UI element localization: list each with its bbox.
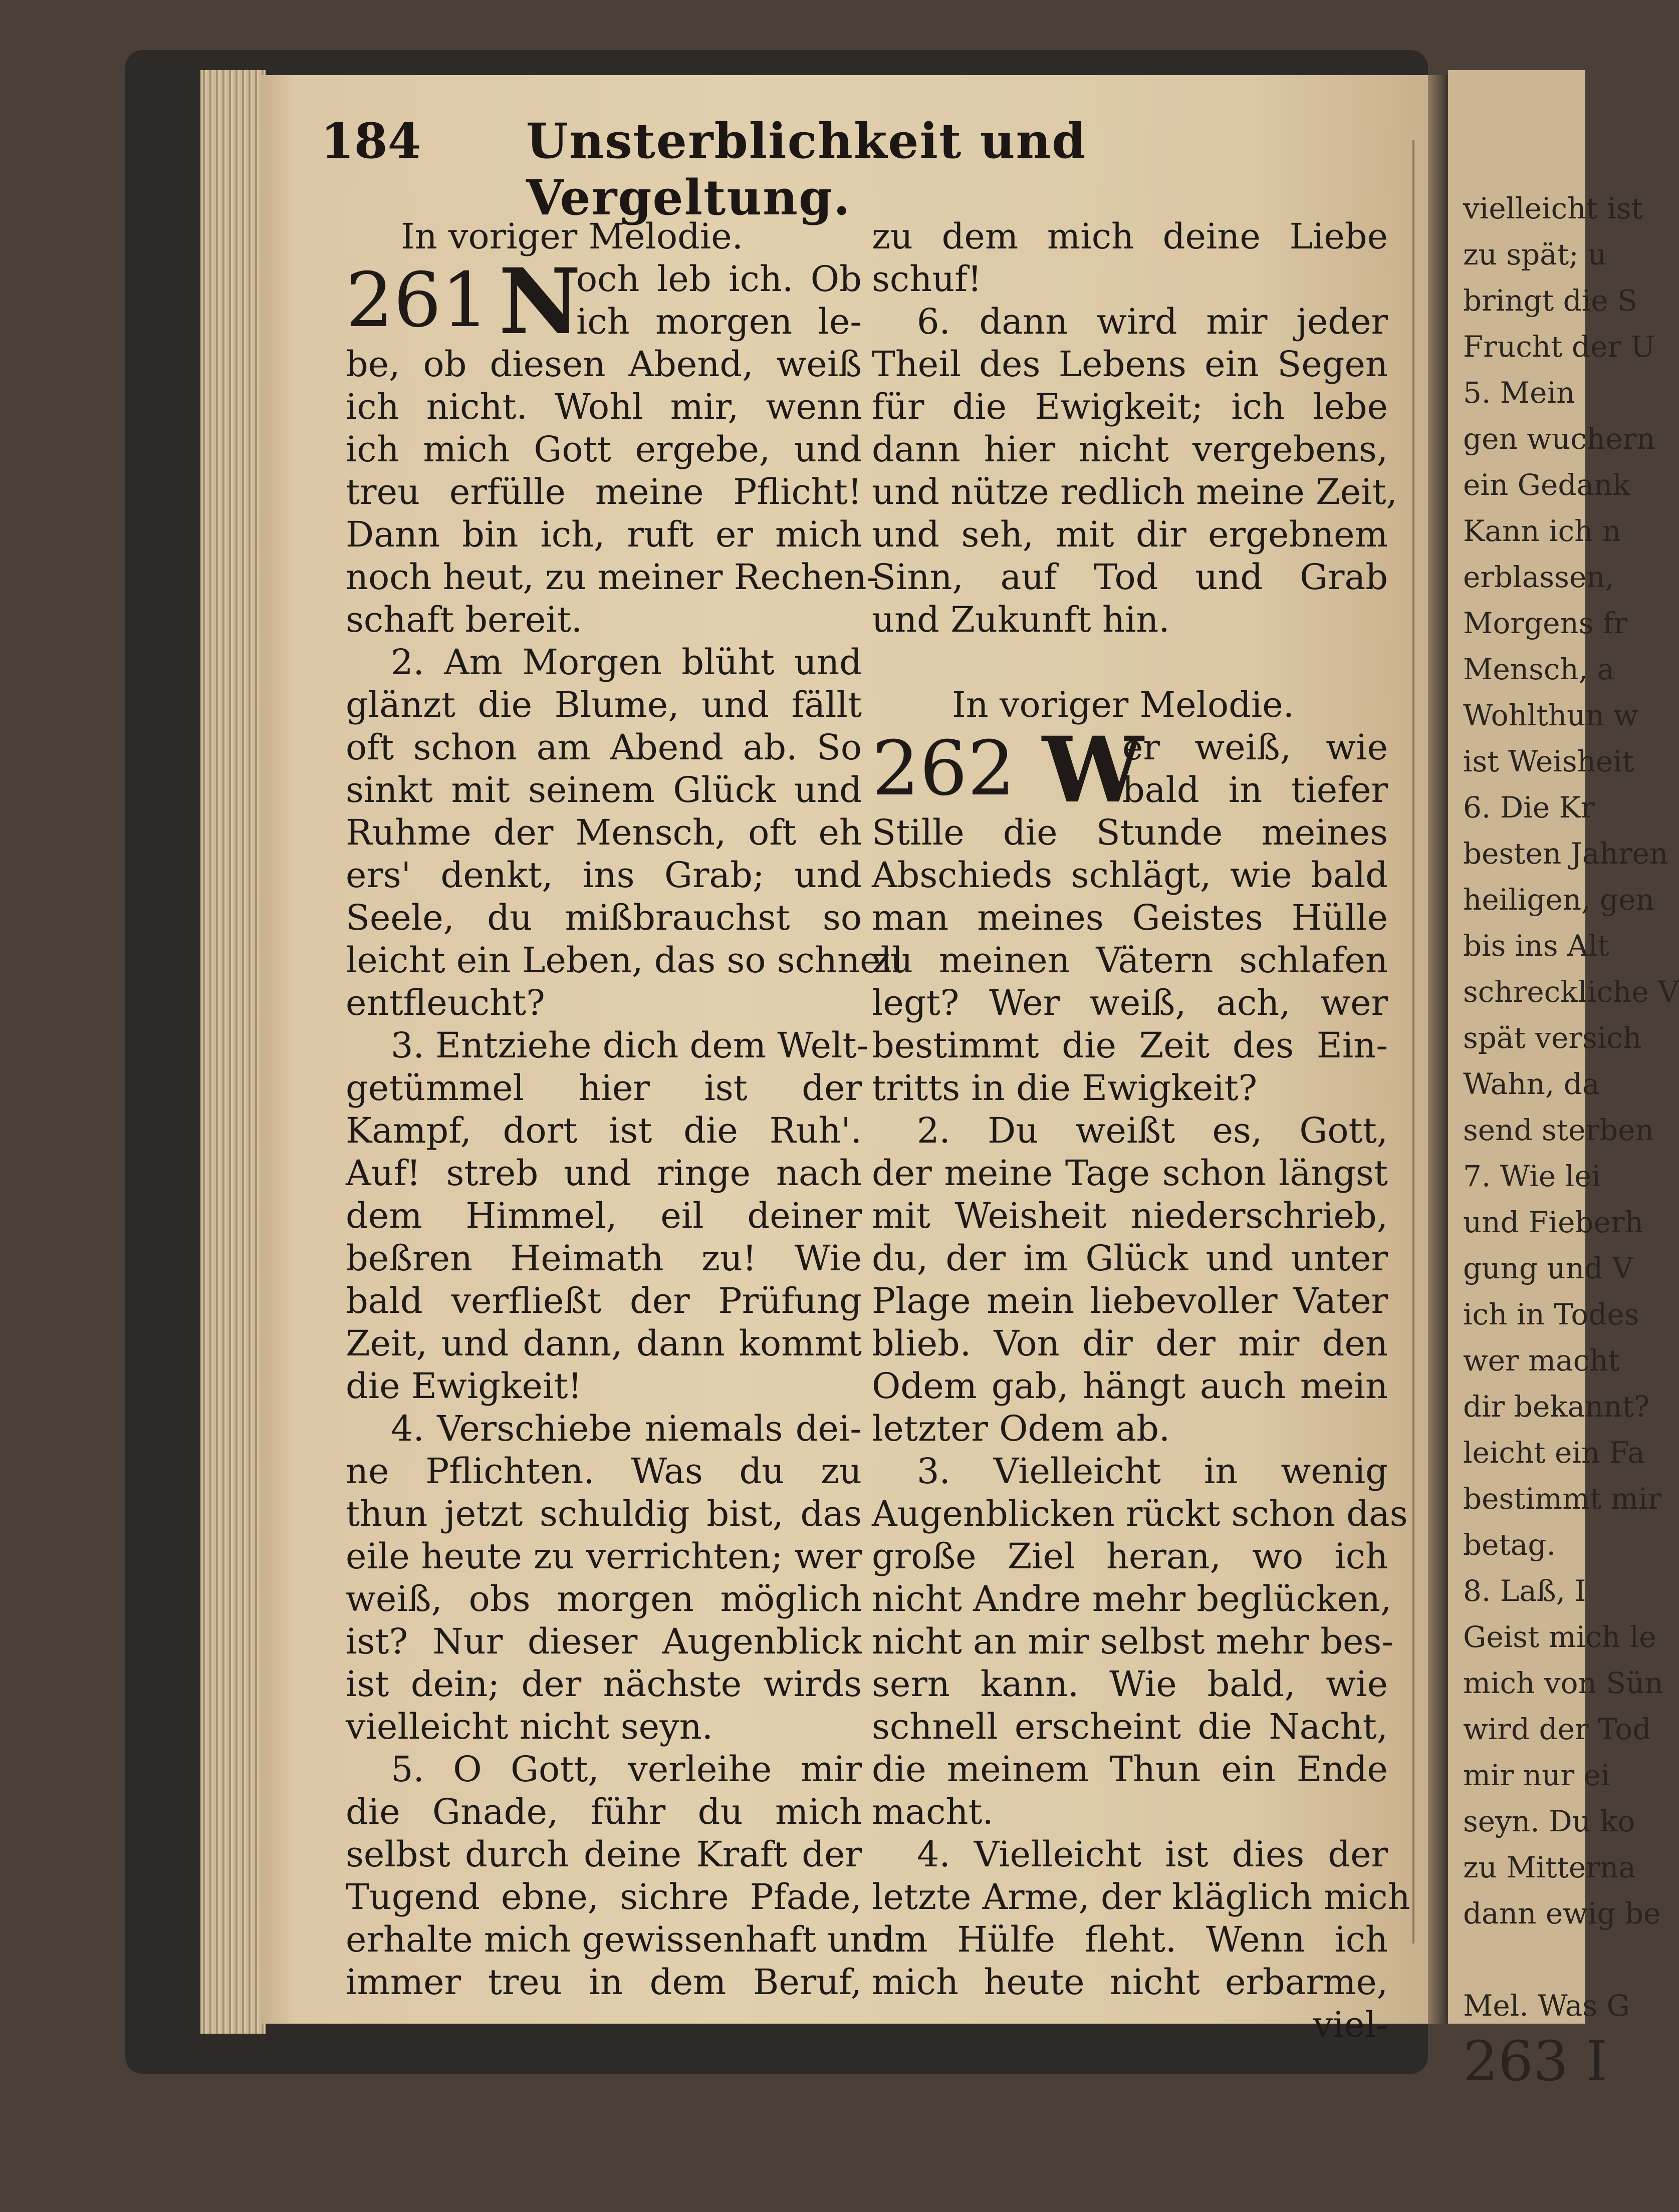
- left-column: [346, 215, 903, 2039]
- text-line: ich nicht. Wohl mir, wenn: [346, 386, 862, 427]
- text-line: vielleicht nicht seyn.: [346, 1706, 713, 1747]
- column-rule: [1412, 140, 1414, 1944]
- next-page-line: ein Gedank: [1463, 468, 1630, 502]
- next-page-line: ist Weisheit: [1463, 744, 1634, 778]
- next-page-text: [1463, 185, 1679, 2094]
- next-page-line: send sterben: [1463, 1113, 1654, 1147]
- next-page-line: 263 I: [1463, 2029, 1608, 2093]
- text-line: zu meinen Vätern schlafen: [872, 940, 1388, 981]
- text-line: du, der im Glück und unter: [872, 1238, 1388, 1279]
- next-page-line: Mensch, a: [1463, 652, 1615, 686]
- text-line: Sinn, auf Tod und Grab: [872, 557, 1388, 598]
- text-line: für die Ewigkeit; ich lebe: [872, 386, 1388, 427]
- next-page-line: Geist mich le: [1463, 1620, 1656, 1654]
- next-page-line: Kann ich n: [1463, 514, 1621, 548]
- text-line: und seh, mit dir ergebnem: [872, 514, 1388, 555]
- text-line: Seele, du mißbrauchst so: [346, 897, 862, 938]
- page-edges: [200, 70, 266, 2034]
- text-line: glänzt die Blume, und fällt: [346, 684, 862, 725]
- next-page-line: schreckliche V: [1463, 975, 1679, 1009]
- next-page-line: 8. Laß, I: [1463, 1574, 1586, 1608]
- text-line: 4. Verschiebe niemals dei-: [391, 1408, 862, 1449]
- next-page-line: mich von Sün: [1463, 1666, 1663, 1700]
- text-line: nicht an mir selbst mehr bes-: [872, 1621, 1393, 1662]
- text-line: treu erfülle meine Pflicht!: [346, 471, 862, 512]
- text-line: getümmel hier ist der: [346, 1067, 862, 1109]
- text-line: und nütze redlich meine Zeit,: [872, 471, 1397, 512]
- text-line: letzte Arme, der kläglich mich: [872, 1876, 1410, 1917]
- next-page-line: betag.: [1463, 1528, 1556, 1562]
- melody-note: In voriger Melodie.: [401, 216, 743, 257]
- text-line: eile heute zu verrichten; wer: [346, 1536, 862, 1577]
- text-line: Abschieds schlägt, wie bald: [872, 855, 1388, 896]
- text-line: Dann bin ich, ruft er mich: [346, 514, 862, 555]
- text-line: ich morgen le-: [576, 301, 862, 342]
- text-line: entfleucht?: [346, 982, 545, 1023]
- next-page-line: seyn. Du ko: [1463, 1804, 1635, 1838]
- text-line: die Gnade, führ du mich: [346, 1791, 862, 1832]
- next-page-line: dir bekannt?: [1463, 1390, 1650, 1424]
- drop-cap-initial: W: [1042, 717, 1144, 823]
- next-page-line: Wohlthun w: [1463, 698, 1638, 732]
- next-page-line: [1463, 1937, 1583, 1983]
- text-line: mit Weisheit niederschrieb,: [872, 1195, 1388, 1236]
- text-line: Plage mein liebevoller Vater: [872, 1280, 1388, 1321]
- text-line: ist dein; der nächste wirds: [346, 1664, 862, 1705]
- hymn-number: 262: [872, 725, 1016, 812]
- text-line: bald verfließt der Prüfung: [346, 1280, 862, 1321]
- text-line: schnell erscheint die Nacht,: [872, 1706, 1388, 1747]
- next-page-line: gen wuchern: [1463, 422, 1655, 456]
- text-line: Stille die Stunde meines: [872, 812, 1388, 853]
- text-line: mich heute nicht erbarme,: [872, 1962, 1388, 2003]
- text-line: erhalte mich gewissenhaft und: [346, 1919, 895, 1960]
- next-page-line: Mel. Was G: [1463, 1989, 1630, 2023]
- text-line: legt? Wer weiß, ach, wer: [872, 982, 1388, 1023]
- melody-note: In voriger Melodie.: [952, 684, 1294, 725]
- text-line: Tugend ebne, sichre Pfade,: [346, 1876, 862, 1917]
- text-line: selbst durch deine Kraft der: [346, 1834, 862, 1875]
- hymn-262-heading: [872, 717, 1388, 823]
- text-line: ne Pflichten. Was du zu: [346, 1451, 862, 1492]
- text-line: um Hülfe fleht. Wenn ich: [872, 1919, 1388, 1960]
- text-line: dem Himmel, eil deiner: [346, 1195, 862, 1236]
- next-page-line: ich in Todes: [1463, 1297, 1639, 1331]
- text-line: bald in tiefer: [1122, 769, 1388, 810]
- text-line: Zeit, und dann, dann kommt: [346, 1323, 862, 1364]
- text-line: zu dem mich deine Liebe: [872, 216, 1388, 257]
- text-line: Theil des Lebens ein Segen: [872, 344, 1388, 385]
- text-line: beßren Heimath zu! Wie: [346, 1238, 862, 1279]
- text-line: 5. O Gott, verleihe mir: [391, 1749, 862, 1790]
- next-page-line: bestimmt mir: [1463, 1482, 1662, 1516]
- next-page-line: Wahn, da: [1463, 1067, 1600, 1101]
- next-page-line: vielleicht ist: [1463, 191, 1643, 225]
- spacer: [872, 641, 1388, 684]
- text-line: ich mich Gott ergebe, und: [346, 429, 862, 470]
- text-line: dann hier nicht vergebens,: [872, 429, 1388, 470]
- next-page-line: 6. Die Kr: [1463, 790, 1595, 824]
- text-line: Auf! streb und ringe nach: [346, 1153, 862, 1194]
- next-page-line: Morgens fr: [1463, 606, 1628, 640]
- next-page-line: Frucht der U: [1463, 330, 1655, 364]
- next-page-line: 5. Mein: [1463, 376, 1575, 410]
- text-line: Ruhme der Mensch, oft eh: [346, 812, 862, 853]
- catchword: viel-: [1313, 2004, 1388, 2045]
- running-title: Unsterblichkeit und Vergeltung.: [526, 113, 1087, 226]
- text-line: ist? Nur dieser Augenblick: [346, 1621, 862, 1662]
- text-line: oft schon am Abend ab. So: [346, 727, 862, 768]
- text-line: die Ewigkeit!: [346, 1365, 582, 1407]
- text-line: große Ziel heran, wo ich: [872, 1536, 1388, 1577]
- text-line: sinkt mit seinem Glück und: [346, 769, 862, 810]
- text-line: die meinem Thun ein Ende: [872, 1749, 1388, 1790]
- next-page-line: heiligen, gen: [1463, 883, 1654, 917]
- text-line: leicht ein Leben, das so schnell: [346, 940, 903, 981]
- text-line: tritts in die Ewigkeit?: [872, 1067, 1258, 1109]
- right-column: [872, 215, 1410, 2045]
- text-line: sern kann. Wie bald, wie: [872, 1664, 1388, 1705]
- hymn-261-heading: [346, 249, 862, 355]
- book-gutter: [1428, 75, 1448, 2024]
- next-page-line: bis ins Alt: [1463, 929, 1609, 963]
- text-line: nicht Andre mehr beglücken,: [872, 1578, 1392, 1619]
- text-line: 2. Du weißt es, Gott,: [917, 1110, 1388, 1151]
- next-page-line: zu Mitterna: [1463, 1850, 1636, 1884]
- text-line: der meine Tage schon längst: [872, 1153, 1388, 1194]
- text-line: blieb. Von dir der mir den: [872, 1323, 1388, 1364]
- text-line: ers' denkt, ins Grab; und: [346, 855, 862, 896]
- text-line: macht.: [872, 1791, 994, 1832]
- next-page-line: dann ewig be: [1463, 1896, 1661, 1930]
- drop-cap-initial: N: [499, 249, 581, 355]
- text-line: 2. Am Morgen blüht und: [391, 642, 862, 683]
- text-line: weiß, obs morgen möglich: [346, 1578, 862, 1619]
- text-line: immer treu in dem Beruf,: [346, 1962, 862, 2003]
- next-page-line: wer macht: [1463, 1343, 1620, 1377]
- text-line: Odem gab, hängt auch mein: [872, 1365, 1388, 1407]
- next-page-line: leicht ein Fa: [1463, 1436, 1645, 1470]
- next-page-line: mir nur ei: [1463, 1758, 1610, 1792]
- text-line: und Zukunft hin.: [872, 599, 1170, 640]
- text-line: och leb ich. Ob: [576, 258, 862, 300]
- text-line: thun jetzt schuldig bist, das: [346, 1493, 862, 1534]
- next-page-line: gung und V: [1463, 1251, 1633, 1285]
- next-page-line: 7. Wie lei: [1463, 1159, 1601, 1193]
- next-page-line: besten Jahren: [1463, 837, 1668, 871]
- next-page-edge: [1448, 70, 1679, 2093]
- text-line: noch heut, zu meiner Rechen-: [346, 557, 879, 598]
- text-line: schuf!: [872, 258, 982, 300]
- text-line: 3. Vielleicht in wenig: [917, 1451, 1388, 1492]
- next-page-line: wird der Tod: [1463, 1712, 1651, 1746]
- text-line: bestimmt die Zeit des Ein-: [872, 1025, 1388, 1066]
- hymn-number: 261: [346, 257, 490, 344]
- page-header: [321, 113, 1172, 226]
- text-line: Augenblicken rückt schon das: [872, 1493, 1408, 1534]
- next-page-line: und Fieberh: [1463, 1205, 1643, 1239]
- text-line: 4. Vielleicht ist dies der: [917, 1834, 1388, 1875]
- text-line: Kampf, dort ist die Ruh'.: [346, 1110, 862, 1151]
- text-line: be, ob diesen Abend, weiß: [346, 344, 862, 385]
- text-line: letzter Odem ab.: [872, 1408, 1170, 1449]
- text-line: er weiß, wie: [1122, 727, 1388, 768]
- next-page-line: bringt die S: [1463, 284, 1637, 318]
- text-line: man meines Geistes Hülle: [872, 897, 1388, 938]
- next-page-line: spät versich: [1463, 1021, 1642, 1055]
- next-page-line: erblassen,: [1463, 560, 1614, 594]
- text-line: 6. dann wird mir jeder: [917, 301, 1388, 342]
- text-line: schaft bereit.: [346, 599, 583, 640]
- text-line: 3. Entziehe dich dem Welt-: [391, 1025, 869, 1066]
- page-number: 184: [321, 113, 421, 169]
- next-page-line: zu spät; u: [1463, 237, 1607, 271]
